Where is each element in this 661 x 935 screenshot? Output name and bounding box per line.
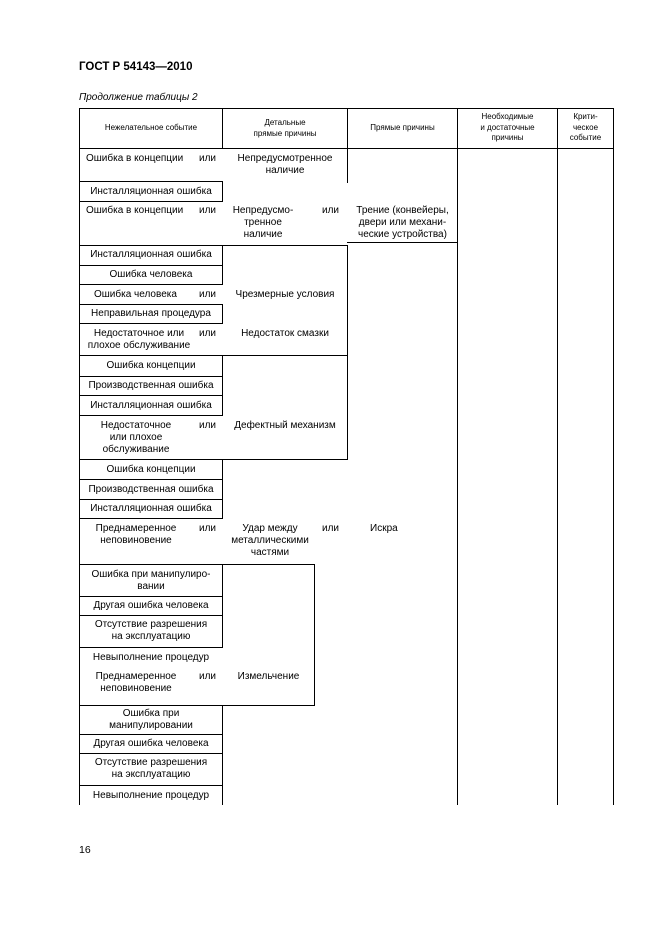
grid-line: [79, 647, 223, 648]
or-connector: или: [199, 328, 217, 339]
event-cell: Ошибка при манипулировании: [109, 708, 193, 732]
event-cell: Инсталляционная ошибка: [90, 186, 212, 197]
grid-line: [222, 245, 223, 285]
event-cell: Ошибка в концепции: [86, 205, 184, 216]
grid-line: [79, 596, 223, 597]
document-title: ГОСТ Р 54143—2010: [79, 61, 193, 73]
direct-cause-cell: Трение (конвейеры, двери или механи- ческие устройства): [356, 205, 449, 241]
header-detailed-direct-causes: Детальные прямые причины: [253, 118, 317, 138]
grid-line: [347, 245, 348, 460]
event-cell: Неправильная процедура: [91, 308, 211, 319]
header-critical-event: Крити- ческое событие: [569, 112, 602, 142]
page-number: 16: [79, 844, 91, 856]
detailed-cause-cell: Непредусмо- тренное наличие: [232, 205, 294, 241]
grid-line: [222, 181, 223, 202]
grid-line: [79, 108, 80, 565]
grid-line: [222, 459, 223, 519]
or-connector: или: [199, 205, 217, 216]
event-cell: Другая ошибка человека: [93, 738, 209, 749]
event-cell: Ошибка концепции: [106, 464, 196, 475]
grid-line: [79, 265, 223, 266]
event-cell: Недостаточное или плохое обслуживание: [87, 328, 191, 352]
grid-line: [79, 459, 347, 460]
event-cell: Ошибка при манипулиро- вании: [91, 569, 211, 593]
grid-line: [79, 479, 223, 480]
grid-line: [79, 245, 347, 246]
event-cell: Невыполнение процедур: [92, 790, 210, 801]
grid-line: [79, 201, 223, 202]
event-cell: Инсталляционная ошибка: [90, 400, 212, 411]
detailed-cause-cell: Непредусмотренное наличие: [237, 153, 333, 177]
event-cell: Ошибка человека: [94, 289, 177, 300]
grid-line: [79, 499, 223, 500]
grid-line: [222, 705, 223, 805]
or-connector: или: [322, 205, 340, 216]
event-cell: Производственная ошибка: [88, 380, 214, 391]
event-cell: Отсутствие разрешения на эксплуатацию: [94, 619, 208, 643]
grid-line: [79, 734, 223, 735]
event-cell: Ошибка концепции: [106, 360, 196, 371]
detailed-cause-cell: Чрезмерные условия: [235, 289, 335, 300]
event-cell: Отсутствие разрешения на эксплуатацию: [94, 757, 208, 781]
event-cell: Другая ошибка человека: [93, 600, 209, 611]
grid-line: [79, 376, 223, 377]
grid-line: [79, 395, 223, 396]
event-cell: Инсталляционная ошибка: [90, 249, 212, 260]
or-connector: или: [199, 523, 217, 534]
event-cell: Невыполнение процедур: [92, 652, 210, 663]
grid-line: [457, 108, 458, 805]
header-undesired-event: Нежелательное событие: [104, 123, 198, 132]
grid-line: [79, 323, 223, 324]
grid-line: [613, 108, 614, 805]
detailed-cause-cell: Удар между металлическими частями: [231, 523, 309, 559]
or-connector: или: [199, 289, 217, 300]
grid-line: [79, 564, 314, 565]
event-cell: Инсталляционная ошибка: [90, 503, 212, 514]
grid-line: [79, 518, 223, 519]
grid-line: [222, 564, 223, 648]
detailed-cause-cell: Недостаток смазки: [241, 328, 329, 339]
grid-line: [79, 284, 223, 285]
event-cell: Преднамеренное неповиновение: [95, 523, 177, 547]
grid-line: [222, 304, 223, 324]
grid-line: [347, 242, 457, 243]
grid-line: [79, 615, 223, 616]
event-cell: Ошибка в концепции: [86, 153, 184, 164]
grid-line: [314, 564, 315, 706]
grid-line: [79, 415, 223, 416]
header-direct-causes: Прямые причины: [370, 123, 435, 132]
direct-cause-cell: Искра: [370, 523, 398, 534]
header-necessary-sufficient-causes: Необходимые и достаточные причины: [480, 112, 535, 142]
grid-line: [557, 108, 558, 805]
grid-line: [79, 785, 223, 786]
or-connector: или: [199, 671, 217, 682]
grid-line: [347, 108, 348, 183]
event-cell: Ошибка человека: [109, 269, 193, 280]
table-continuation-caption: Продолжение таблицы 2: [79, 92, 198, 103]
grid-line: [79, 304, 223, 305]
event-cell: Недостаточное или плохое обслуживание: [100, 420, 172, 456]
or-connector: или: [199, 420, 217, 431]
grid-line: [79, 181, 223, 182]
grid-line: [79, 705, 314, 706]
grid-line: [222, 355, 223, 416]
grid-line: [79, 355, 347, 356]
event-cell: Преднамеренное неповиновение: [95, 671, 177, 695]
or-connector: или: [199, 153, 217, 164]
detailed-cause-cell: Дефектный механизм: [234, 420, 336, 431]
detailed-cause-cell: Измельчение: [237, 671, 300, 682]
event-cell: Производственная ошибка: [88, 484, 214, 495]
or-connector: или: [322, 523, 340, 534]
grid-line: [79, 753, 223, 754]
